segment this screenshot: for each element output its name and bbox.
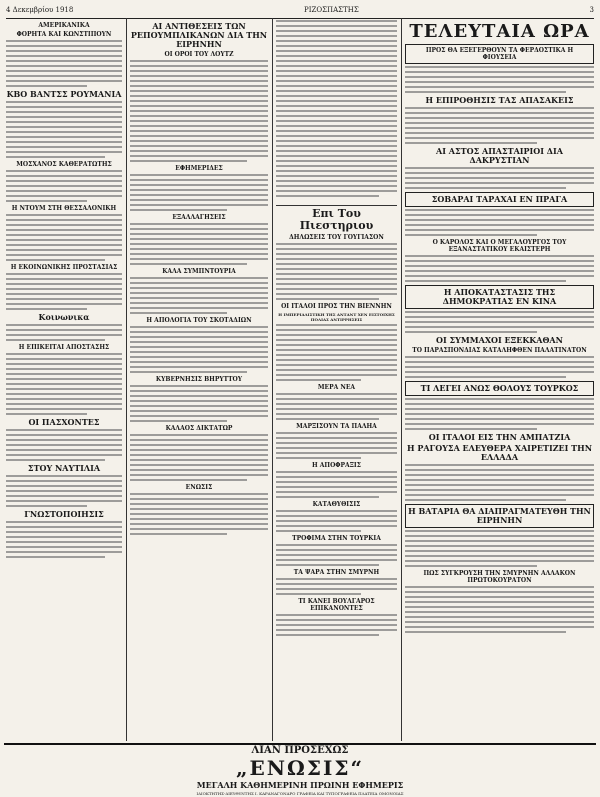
text-block	[405, 356, 594, 378]
headline: ΚΑΛΑ ΣΥΜΠΝΤΟΥΡΙΑ	[162, 268, 236, 275]
headline: Κοινωνικα	[38, 312, 90, 322]
headline: ΜΕΡΑ ΝΕΑ	[317, 384, 356, 391]
text-block	[276, 432, 397, 459]
headline: ΑΙ ΑΣΤΟΣ ΑΠΑΣΤΑΙΡΙΟΙ ΔΙΑ ΔΑΚΡΥΣΤΙΑΝ	[436, 146, 563, 165]
text-block	[6, 521, 122, 558]
column-3	[276, 20, 397, 740]
headline: Ο ΚΑΡΟΛΟΣ ΚΑΙ Ο ΜΕΓΑΛΟΥΡΓΟΣ ΤΟΥ ΕΞΑΝΑΣΤΑΤΙΚΟΥ ΕΚΑΙΣΤΕΡΗ	[432, 239, 567, 253]
header-page-no: 3	[589, 6, 594, 14]
headline: ΕΦΗΜΕΡΙΔΕΣ	[175, 165, 223, 172]
page-header	[6, 6, 594, 19]
text-block	[130, 385, 268, 422]
text-block	[6, 429, 122, 461]
text-block	[276, 393, 397, 420]
text-block	[276, 614, 397, 636]
headline: ΤΙ ΚΑΝΕΙ ΒΟΥΛΓΑΡΟΣ ΕΠΙΚΑΝΟΝΤΕΣ	[298, 598, 375, 612]
text-block	[276, 471, 397, 498]
text-block	[130, 60, 268, 162]
text-block	[405, 66, 594, 93]
headline: ΚΥΒΕΡΝΗΣΙΣ ΒΗΡΥΤΤΟΥ	[155, 376, 243, 383]
header-newspaper: ΡΙΖΟΣΠΑΣΤΗΣ	[304, 6, 359, 14]
text-block	[276, 578, 397, 595]
ad-line-1: ΛΙΑΝ ΠΡΟΣΕΧΩΣ	[251, 745, 349, 756]
text-block	[405, 398, 594, 430]
subheadline: ΤΟ ΠΑΡΑΣΠΟΝΔΙΑΣ ΚΑΤΑΛΗΦΘΕΝ ΠΑΛΑΤΙΝΑΤΟΝ	[412, 347, 587, 354]
headline: ΚΑΛΑΟΣ ΔΙΚΤΑΤΩΡ	[165, 425, 233, 432]
text-block	[6, 101, 122, 158]
headline: ΦΟΡΗΤΑ ΚΑΙ ΚΩΝΣΤΙΠΟΥΝ	[16, 31, 112, 38]
text-block	[130, 493, 268, 535]
headline: ΚΒΟ ΒΑΝΤΣΣ ΡΟΥΜΑΝΙΑ	[6, 89, 122, 99]
headline: ΜΑΡΞΙΣΟΥΝ ΤΑ ΠΑΛΗΑ	[296, 423, 377, 430]
subheadline: ΔΗΛΩΣΕΙΣ ΤΟΥ ΓΟΥΓΙΑΣΟΝ	[289, 234, 384, 241]
subheadline: ΟΙ ΟΡΟΙ ΤΟΥ ΛΟΥΤΖ	[164, 51, 234, 58]
section-banner: ΤΕΛΕΥΤΑΙΑ ΩΡΑ	[409, 21, 590, 42]
headline: ΤΙ ΛΕΓΕΙ ΑΝΩΣ ΘΟΛΟΥΣ ΤΟΥΡΚΟΣ	[405, 381, 594, 396]
text-block	[6, 475, 122, 507]
column-1	[6, 20, 122, 740]
text-block	[405, 586, 594, 633]
advertisement-banner	[4, 743, 596, 796]
text-block	[130, 434, 268, 481]
headline: ΟΙ ΣΥΜΜΑΧΟΙ ΕΞΕΚΚΑΘΑΝ	[436, 335, 563, 345]
text-block	[130, 223, 268, 265]
column-4	[405, 20, 594, 740]
headline: Η ΕΚΟΙΝΩΝΙΚΗΣ ΠΡΟΣΤΑΣΙΑΣ	[10, 264, 118, 271]
headline: ΜΟΣΧΑΝΟΣ ΚΑΘΕΡΑΤΩΤΗΣ	[16, 161, 112, 168]
headline: ΕΝΩΣΙΣ	[185, 484, 213, 491]
text-block	[405, 209, 594, 236]
main-headline: ΑΙ ΑΝΤΙΘΕΣΕΙΣ ΤΩΝ ΡΕΠΟΥΜΠΛΙΚΑΝΩΝ ΔΙΑ ΤΗΝ ΕΙΡΗΝΗΝ	[130, 21, 268, 49]
text-block	[405, 464, 594, 501]
text-block	[276, 20, 397, 205]
column-rule	[272, 18, 273, 741]
headline: Η ΡΑΓΟΥΣΑ ΕΛΕΥΘΕΡΑ ΧΑΙΡΕΤΙΖΕΙ ΤΗΝ ΕΛΛΑΔΑ	[406, 443, 592, 462]
text-block	[276, 324, 397, 381]
text-block	[6, 273, 122, 310]
text-block	[6, 170, 122, 202]
column-rule	[126, 18, 127, 741]
text-block	[130, 174, 268, 211]
text-block	[276, 243, 397, 300]
headline: ΟΙ ΙΤΑΛΟΙ ΠΡΟΣ ΤΗΝ ΒΙΕΝΝΗΝ	[281, 303, 392, 310]
text-block	[6, 40, 122, 87]
text-block	[405, 255, 594, 282]
ad-footer: ΙΔΙΟΚΤΗΤΗΣ-ΔΙΕΥΘΥΝΤΗΣ Ι. ΚΑΡΑΝΑΓΟΝΑΡΟ ΓΡΑΦΕΙΑ ΚΑΙ ΤΥΠΟΓΡΑΦΕΙΑ ΠΛΑΤΕΙΑ ΟΜΟΝΟΙΑΣ	[196, 791, 404, 796]
text-block	[6, 324, 122, 341]
column-rule	[401, 18, 402, 741]
headline: Η ΑΠΟΛΟΓΙΑ ΤΟΥ ΣΚΟΤΑΔΙΩΝ	[146, 317, 252, 324]
headline: ΣΤΟΥ ΝΑΥΤΙΛΙΑ	[27, 463, 101, 473]
headline: ΑΜΕΡΙΚΑΝΙΚΑ	[38, 22, 90, 29]
text-block	[405, 530, 594, 567]
subheadline: Η ΙΜΠΕΡΙΑΛΙΣΤΙΚΗ ΤΗΣ ΑΝΤΑΝΤ ΧΕΝ ΕΙΣΤΟΙΧΗΣ ΠΟΛΙΑΣ ΑΝΤΙΡΡΗΣΕΙΣ	[278, 312, 395, 322]
headline: Η ΑΠΟΚΑΤΑΣΤΑΣΙΣ ΤΗΣ ΔΗΜΟΚΡΑΤΙΑΣ ΕΝ ΚΙΝΑ	[405, 285, 594, 309]
text-block	[130, 277, 268, 314]
subheadline: ΠΡΟΣ ΘΑ ΕΞΕΓΕΡΘΟΥΝ ΤΑ ΦΕΡΔΟΣΤΙΚΑ Η ΦΙΟΥΣΕΙΑ	[405, 44, 594, 64]
text-block	[130, 326, 268, 373]
headline: Η ΕΠΙΡΟΘΗΣΙΣ ΤΑΣ ΑΠΑΣΑΚΕΙΣ	[425, 95, 574, 105]
text-block	[405, 107, 594, 144]
text-block	[6, 353, 122, 415]
headline: ΕΞΑΛΛΑΓΗΣΕΙΣ	[172, 214, 226, 221]
headline: ΓΝΩΣΤΟΠΟΙΗΣΙΣ	[24, 509, 104, 519]
headline: Η ΑΠΟΦΡΑΞΙΣ	[312, 462, 361, 469]
section-banner: Επι Του Πιεστηριου	[299, 207, 374, 232]
text-block	[276, 544, 397, 566]
headline: ΠΩΣ ΣΥΓΚΡΟΥΣΗ ΤΗΝ ΣΜΥΡΝΗΝ ΑΛΛΑΚΟΝ ΠΡΩΤΟΚΟΥΡΑΤΟΝ	[423, 570, 576, 584]
column-2	[130, 20, 268, 740]
headline: ΤΑ ΨΑΡΑ ΣΤΗΝ ΣΜΥΡΝΗ	[293, 569, 380, 576]
headline: ΤΡΟΦΙΜΑ ΣΤΗΝ ΤΟΥΡΚΙΑ	[292, 535, 381, 542]
text-block	[6, 214, 122, 261]
headline: Η ΝΤΟΥΜ ΣΤΗ ΘΕΣΣΑΛΟΝΙΚΗ	[11, 205, 117, 212]
text-block	[276, 510, 397, 532]
headline: ΟΙ ΙΤΑΛΟΙ ΕΙΣ ΤΗΝ ΑΜΠΑΤΖΙΑ	[428, 432, 571, 442]
headline: Η ΒΑΤΑΡΙΑ ΘΑ ΔΙΑΠΡΑΓΜΑΤΕΥΘΗ ΤΗΝ ΕΙΡΗΝΗΝ	[405, 504, 594, 528]
text-block	[405, 167, 594, 189]
headline: ΣΟΒΑΡΑΙ ΤΑΡΑΧΑΙ ΕΝ ΠΡΑΓΑ	[405, 192, 594, 207]
headline: ΚΑΤΑΘΥΘΙΣΙΣ	[312, 501, 361, 508]
ad-line-3: ΜΕΓΑΛΗ ΚΑΘΗΜΕΡΙΝΗ ΠΡΩΙΝΗ ΕΦΗΜΕΡΙΣ	[196, 780, 404, 790]
headline: ΟΙ ΠΑΣΧΟΝΤΕΣ	[28, 417, 100, 427]
headline: Η ΕΠΙΚΕΙΤΑΙ ΑΠΟΣΤΑΣΗΣ	[18, 344, 110, 351]
header-date: 4 Δεκεμβρίου 1918	[6, 6, 74, 14]
ad-line-2: „ΕΝΩΣΙΣ“	[236, 756, 364, 780]
text-block	[405, 311, 594, 333]
